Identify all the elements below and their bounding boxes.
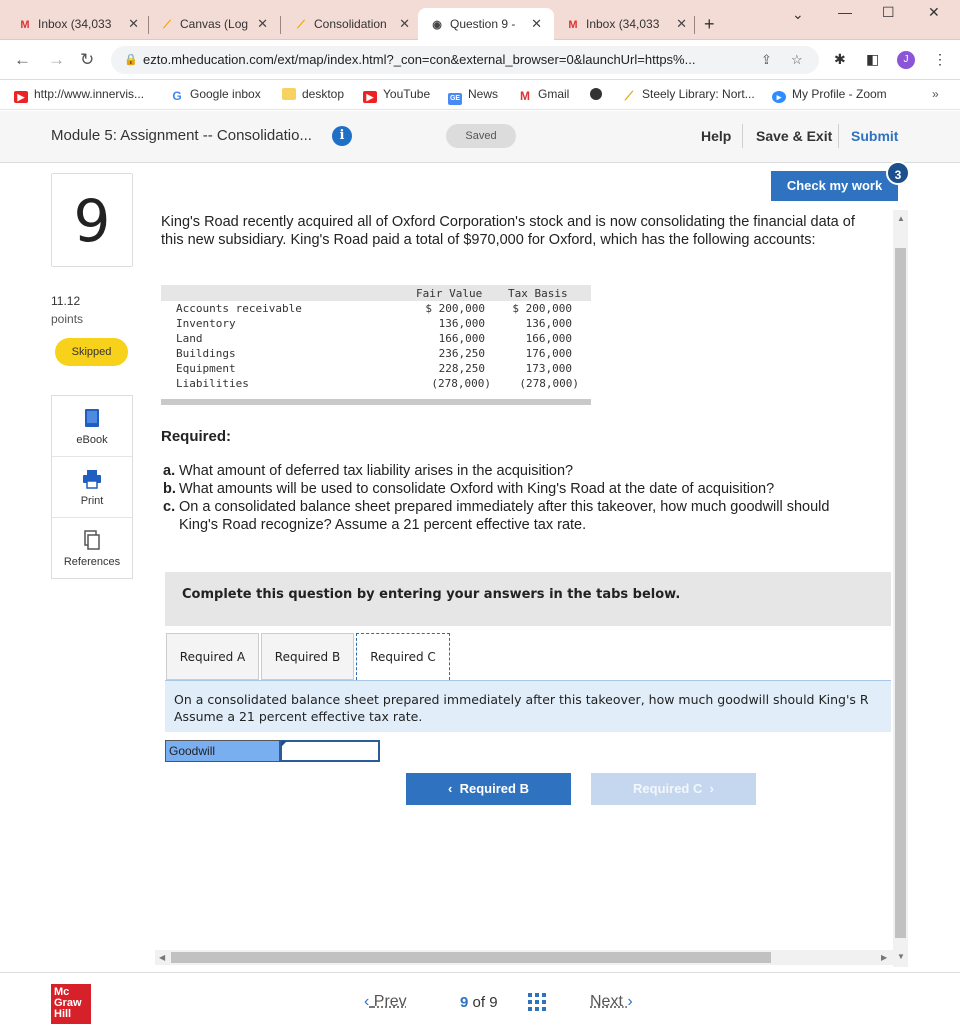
google-icon: G bbox=[170, 90, 184, 102]
column-header-fair-value: Fair Value bbox=[416, 287, 483, 300]
tab-label: Inbox (34,033 bbox=[38, 17, 112, 31]
grid-icon[interactable] bbox=[528, 993, 546, 1011]
fair-value: 236,250 bbox=[438, 347, 485, 360]
instructions-text: Complete this question by entering your answers in the tabs below. bbox=[182, 587, 681, 602]
browser-tab[interactable] bbox=[566, 8, 691, 40]
bookmark[interactable]: GE News bbox=[448, 86, 498, 105]
browser-tab[interactable] bbox=[160, 8, 272, 40]
browser-tab-active[interactable] bbox=[418, 8, 554, 40]
close-icon[interactable]: ✕ bbox=[531, 16, 542, 31]
book-icon bbox=[82, 408, 102, 428]
scroll-thumb[interactable] bbox=[895, 248, 906, 938]
folder-icon bbox=[282, 88, 296, 100]
account-name: Equipment bbox=[176, 362, 236, 375]
scroll-right-icon[interactable]: ▶ bbox=[881, 953, 888, 962]
save-exit-button[interactable]: Save & Exit bbox=[756, 128, 833, 144]
fair-value: (278,000) bbox=[431, 377, 491, 390]
required-list bbox=[163, 462, 863, 534]
chevron-right-icon: › bbox=[627, 993, 633, 1010]
check-count-badge: 3 bbox=[886, 161, 910, 185]
forward-icon[interactable]: → bbox=[48, 50, 65, 69]
chevron-left-icon: ‹ bbox=[448, 781, 453, 796]
account-name: Land bbox=[176, 332, 203, 345]
instructions-bar bbox=[165, 572, 891, 626]
extensions-icon[interactable]: ✱ bbox=[834, 51, 846, 67]
tab-required-a[interactable]: Required A bbox=[166, 633, 259, 680]
input-marker bbox=[281, 741, 287, 747]
horizontal-scrollbar[interactable] bbox=[155, 950, 893, 965]
youtube-icon: ▶ bbox=[14, 91, 28, 103]
bookmarks-overflow[interactable]: » bbox=[932, 87, 939, 101]
references-button[interactable]: References bbox=[52, 518, 132, 579]
points-value: 11.12 bbox=[51, 294, 81, 308]
account-name: Accounts receivable bbox=[176, 302, 302, 315]
points-label: points bbox=[51, 312, 84, 326]
globe-icon: ◉ bbox=[432, 18, 442, 31]
scroll-thumb[interactable] bbox=[171, 952, 771, 963]
fair-value: 228,250 bbox=[438, 362, 485, 375]
table-footer bbox=[161, 399, 591, 405]
minimize-icon[interactable]: — bbox=[838, 4, 852, 20]
bookmark[interactable]: desktop bbox=[282, 86, 344, 102]
gmail-icon: M bbox=[568, 18, 578, 31]
question-text: King's Road recently acquired all of Oxford Corporation's stock and is now consolidating the financial data of this new subsidiary. King's Road paid a total of $970,000 for Oxford, which has the following accounts: bbox=[161, 214, 855, 248]
references-icon bbox=[82, 530, 102, 550]
scroll-down-icon[interactable]: ▼ bbox=[897, 952, 905, 961]
tax-basis: (278,000) bbox=[519, 377, 579, 390]
close-icon[interactable]: ✕ bbox=[128, 16, 139, 31]
chevron-down-icon[interactable]: ⌄ bbox=[792, 6, 804, 22]
tab-label: Question 9 - bbox=[450, 17, 516, 31]
chevron-right-icon: › bbox=[709, 781, 714, 796]
canvas-icon: ⟋ bbox=[163, 18, 171, 31]
close-icon[interactable]: ✕ bbox=[399, 16, 410, 31]
share-icon[interactable]: ⇪ bbox=[761, 52, 772, 67]
footer-nav bbox=[0, 972, 960, 1032]
next-required-button[interactable]: Required C › bbox=[591, 773, 756, 805]
goodwill-label: Goodwill bbox=[165, 740, 280, 762]
lock-icon: 🔒 bbox=[124, 54, 138, 66]
maximize-icon[interactable]: ☐ bbox=[882, 4, 895, 20]
bookmark[interactable]: ⟋ Steely Library: Nort... bbox=[622, 86, 755, 102]
tax-basis: 166,000 bbox=[525, 332, 572, 345]
browser-tab[interactable] bbox=[18, 8, 143, 40]
scroll-up-icon[interactable]: ▲ bbox=[897, 214, 905, 223]
check-my-work-button[interactable]: Check my work bbox=[771, 171, 898, 201]
fair-value: $ 200,000 bbox=[425, 302, 485, 315]
youtube-icon: ▶ bbox=[363, 91, 377, 103]
ebook-button[interactable]: eBook bbox=[52, 396, 132, 457]
tab-label: Inbox (34,033 bbox=[586, 17, 660, 31]
url-text: ezto.mheducation.com/ext/map/index.html?_con=con&external_browser=0&launchUrl=https%... bbox=[143, 52, 696, 67]
status-badge: Skipped bbox=[55, 338, 128, 366]
tools-panel bbox=[51, 395, 133, 579]
assignment-header bbox=[0, 111, 960, 163]
star-icon[interactable]: ☆ bbox=[791, 52, 803, 67]
account-name: Buildings bbox=[176, 347, 236, 360]
bookmark[interactable]: M Gmail bbox=[520, 87, 570, 103]
back-icon[interactable]: ← bbox=[14, 50, 31, 69]
tax-basis: $ 200,000 bbox=[512, 302, 572, 315]
vertical-scrollbar[interactable] bbox=[893, 210, 908, 967]
bookmark[interactable]: ▶ YouTube bbox=[363, 86, 430, 103]
accounts-table bbox=[161, 285, 591, 405]
prev-required-button[interactable]: ‹ Required B bbox=[406, 773, 571, 805]
tab-required-b[interactable]: Required B bbox=[261, 633, 354, 680]
close-icon[interactable]: ✕ bbox=[257, 16, 268, 31]
menu-icon[interactable]: ⋮ bbox=[933, 51, 947, 67]
account-name: Inventory bbox=[176, 317, 236, 330]
gmail-icon: M bbox=[520, 89, 530, 103]
tab-panel bbox=[165, 680, 891, 732]
question-number: 9 bbox=[51, 173, 133, 267]
prev-button[interactable]: ‹ Prev bbox=[364, 993, 407, 1010]
page-indicator: 9 of 9 bbox=[460, 994, 498, 1011]
window-close-icon[interactable]: ✕ bbox=[928, 4, 940, 20]
help-button[interactable]: Help bbox=[701, 128, 732, 144]
tab-required-c[interactable]: Required C bbox=[356, 633, 450, 680]
address-bar bbox=[0, 40, 960, 80]
bookmark[interactable] bbox=[590, 86, 608, 102]
url-field[interactable] bbox=[111, 46, 819, 74]
assignment-title: Module 5: Assignment -- Consolidatio... bbox=[51, 127, 312, 144]
globe-icon bbox=[590, 88, 602, 100]
tab-strip bbox=[0, 0, 960, 40]
scroll-left-icon[interactable]: ◀ bbox=[159, 953, 166, 962]
sidepanel-icon[interactable]: ◧ bbox=[866, 51, 880, 67]
news-icon: GE bbox=[448, 93, 462, 105]
print-button[interactable]: Print bbox=[52, 457, 132, 518]
browser-tab[interactable] bbox=[294, 8, 414, 40]
submit-button[interactable]: Submit bbox=[851, 128, 899, 144]
fair-value: 166,000 bbox=[438, 332, 485, 345]
column-header-tax-basis: Tax Basis bbox=[508, 287, 568, 300]
mcgraw-hill-logo: Mc Graw Hill bbox=[51, 984, 91, 1024]
new-tab-button[interactable]: + bbox=[704, 14, 715, 34]
tab-prompt: On a consolidated balance sheet prepared immediately after this takeover, how much goodwill should King's R Assume a 21 percent effective tax rate. bbox=[174, 692, 869, 724]
fair-value: 136,000 bbox=[438, 317, 485, 330]
chevron-left-icon: ‹ bbox=[364, 993, 370, 1010]
close-icon[interactable]: ✕ bbox=[676, 16, 687, 31]
tax-basis: 136,000 bbox=[525, 317, 572, 330]
reload-icon[interactable]: ↻ bbox=[80, 50, 95, 69]
tab-label: Consolidation bbox=[314, 17, 387, 31]
canvas-icon: ⟋ bbox=[297, 18, 305, 31]
tax-basis: 176,000 bbox=[525, 347, 572, 360]
info-icon[interactable]: i bbox=[332, 126, 352, 146]
zoom-icon: ▸ bbox=[772, 91, 786, 103]
account-name: Liabilities bbox=[176, 377, 249, 390]
saved-status: Saved bbox=[446, 124, 516, 148]
tax-basis: 173,000 bbox=[525, 362, 572, 375]
next-button[interactable]: Next › bbox=[590, 993, 633, 1010]
bookmark[interactable]: ▸ My Profile - Zoom bbox=[772, 86, 887, 103]
gmail-icon: M bbox=[20, 18, 30, 31]
required-item: c. On a consolidated balance sheet prepared immediately after this takeover, how much goodwill should King's Road recognize? Assume a 21 percent effective tax rate. bbox=[163, 499, 830, 533]
required-item: a. What amount of deferred tax liability arises in the acquisition? bbox=[163, 463, 574, 479]
required-heading: Required: bbox=[161, 428, 232, 445]
bookmark[interactable]: ▶ http://www.innervis... bbox=[14, 86, 144, 103]
bookmarks-bar bbox=[0, 80, 960, 110]
bookmark[interactable]: G Google inbox bbox=[170, 86, 261, 102]
required-item: b. What amounts will be used to consolidate Oxford with King's Road at the date of acquisition? bbox=[163, 481, 775, 497]
profile-avatar[interactable]: J bbox=[897, 51, 915, 69]
tab-label: Canvas (Log bbox=[180, 17, 249, 31]
goodwill-input[interactable] bbox=[280, 740, 380, 762]
printer-icon bbox=[82, 469, 102, 489]
canvas-icon: ⟋ bbox=[622, 90, 636, 102]
